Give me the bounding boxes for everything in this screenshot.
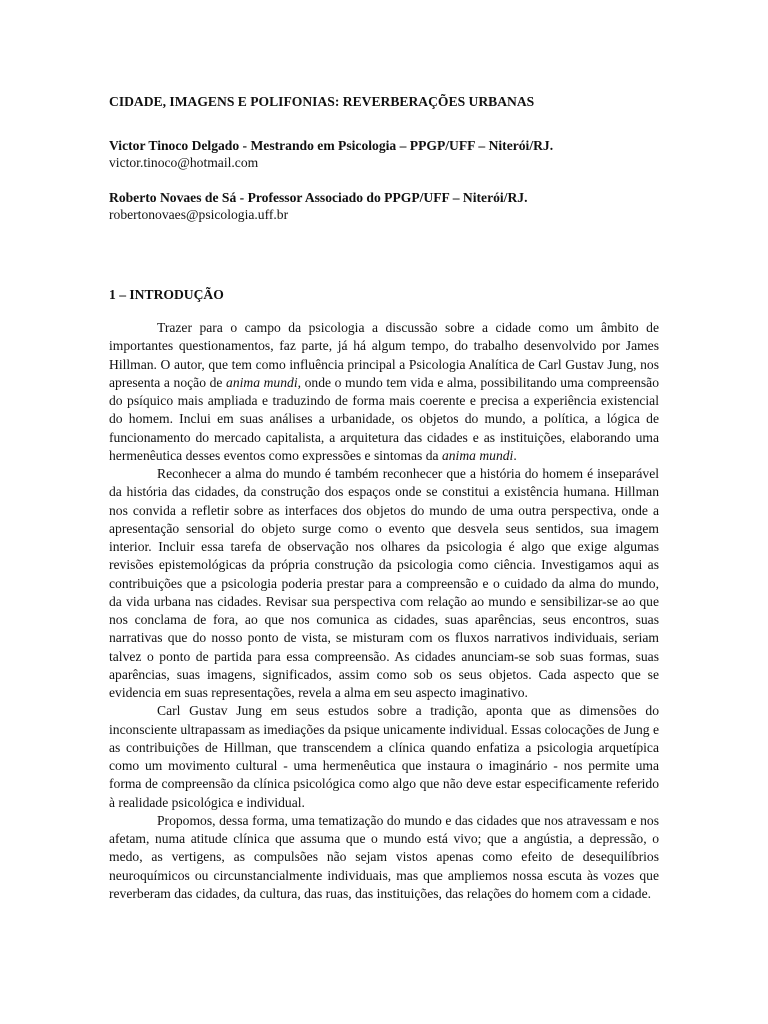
author-email: victor.tinoco@hotmail.com — [109, 155, 259, 170]
paragraph-text: Trazer para o campo da psicologia a discussão sobre a cidade como um âmbito de importantes questionamentos, faz parte, já há algum tempo, do trabalho desenvolvido por James Hillman. O autor, que tem como influência principal a Psicologia Analítica de Carl Gustav Jung, nos apresenta a noção de — [109, 320, 659, 390]
paragraph-3: Carl Gustav Jung em seus estudos sobre a tradição, aponta que as dimensões do inconsciente ultrapassam as imediações da psique unicamente individual. Essas colocações de Jung e as contribuições de Hillman, que transcendem a clínica quando enfatiza a psicologia arquetípica como um movimento cultural - uma hermenêutica que instaura o imaginário - nos permite uma forma de compreensão da clínica psicológica como algo que não deve estar especificamente referido à realidade psicológica e individual. — [109, 703, 659, 810]
paragraph-1 — [109, 319, 659, 465]
italic-term: anima mundi — [226, 374, 298, 390]
author-email: robertonovaes@psicologia.uff.br — [109, 207, 289, 222]
paper-title: CIDADE, IMAGENS E POLIFONIAS: REVERBERAÇÕES URBANAS — [109, 94, 535, 109]
paragraph-text: . — [513, 447, 517, 463]
paragraph-text: , onde o mundo tem vida e alma, possibilitando uma compreensão do psíquico mais ampliada e traduzindo de forma mais coerente e precisa a experiência existencial do homem. Inclui em suas análises a urbanidade, os objetos do mundo, a política, a lógica de funcionamento do mercado capitalista, a arquitetura das cidades e as instituições, elaborando uma hermenêutica desses eventos como expressões e sintomas da — [109, 374, 659, 463]
author-block-1 — [109, 137, 553, 171]
section-heading: 1 – INTRODUÇÃO — [109, 287, 224, 302]
paragraph-2: Reconhecer a alma do mundo é também reconhecer que a história do homem é inseparável da história das cidades, da construção dos espaços onde se constitui a existência humana. Hillman nos convida a refletir sobre as interfaces dos objetos do mundo de uma outra perspectiva, onde a apresentação sensorial do objeto surge como o evento que desvela seus sentidos, sua imagem interior. Incluir essa tarefa de observação nos olhares da psicologia é algo que exige algumas revisões epistemológicas da própria construção da psicologia como ciência. Investigamos aqui as contribuições que a psicologia poderia prestar para a compreensão e o cuidado da alma do mundo, da vida urbana nas cidades. Revisar sua perspectiva com relação ao mundo e sensibilizar-se ao que nos conclama de fora, ao que nos comunica as cidades, suas aparências, seus encontros, suas narrativas que do nosso ponto de vista, se misturam com os fluxos narrativos individuais, seriam talvez o ponto de partida para essa compreensão. As cidades anunciam-se sob suas formas, suas aparências, suas imagens, significados, assim como sob os seus objetos. Cada aspecto que se evidencia em suas representações, revela a alma em seu aspecto imaginativo. — [109, 466, 659, 700]
body-text — [109, 319, 659, 903]
author-name: Victor Tinoco Delgado - Mestrando em Psicologia – PPGP/UFF – Niterói/RJ. — [109, 138, 554, 153]
paragraph-4: Propomos, dessa forma, uma tematização do mundo e das cidades que nos atravessam e nos afetam, numa atitude clínica que assuma que o mundo está vivo; que a angústia, a depressão, o medo, as vertigens, as compulsões não sejam vistos apenas como efeito de desequilíbrios neuroquímicos ou circunstancialmente individuais, mas que ampliemos nossa escuta às vozes que reverberam das cidades, da cultura, das ruas, das instituições, das relações do homem com a cidade. — [109, 812, 659, 901]
author-block-2 — [109, 189, 527, 223]
author-name: Roberto Novaes de Sá - Professor Associado do PPGP/UFF – Niterói/RJ. — [109, 190, 528, 205]
italic-term: anima mundi — [441, 447, 514, 463]
